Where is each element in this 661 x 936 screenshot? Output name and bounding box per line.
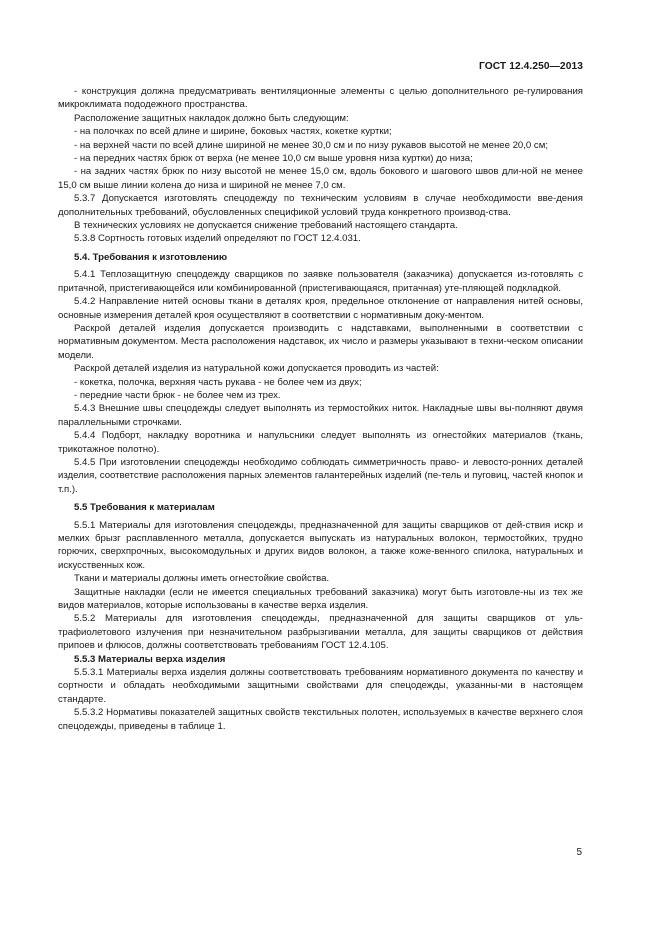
paragraph: Раскрой деталей изделия допускается производить с надставками, выполненными в соответствии с нормативным документом. Места расположения надставок, их число и размеры указывают в техни-ческом описании модели. bbox=[58, 322, 583, 361]
paragraph: 5.4.5 При изготовлении спецодежды необходимо соблюдать симметричность право- и левосто-ронних деталей изделия, соответствие расположения парных элементов галантерейных изделий (пе-тель и пуговиц, частей кнопок и т.п.). bbox=[58, 456, 583, 495]
list-item: - кокетка, полочка, верхняя часть рукава - не более чем из двух; bbox=[74, 376, 362, 388]
paragraph: 5.5.3.1 Материалы верха изделия должны соответствовать требованиям нормативного документа по качеству и сортности и обладать необходимыми защитными свойствами для спецодежды, указанны-ми в настоящем стандарте. bbox=[58, 667, 583, 705]
list-item: - на передних частях брюк от верха (не менее 10,0 см выше уровня низа куртки) до низа; bbox=[74, 153, 473, 165]
list-item: - передние части брюк - не более чем из трех. bbox=[74, 389, 281, 401]
paragraph: 5.4.2 Направление нитей основы ткани в деталях кроя, предельное отклонение от направления нитей основы, основные измерения деталей кроя осуществляют в соответствии с нормативным доку-ментом. bbox=[58, 296, 583, 321]
paragraph: 5.3.7 Допускается изготовлять спецодежду по техническим условиям в случае необходимости вве-дения дополнительных требований, обусловленных спецификой условий труда конкретного производ-ства. bbox=[58, 193, 583, 218]
paragraph: Ткани и материалы должны иметь огнестойкие свойства. bbox=[74, 573, 330, 585]
subsection-heading: 5.5.3 Материалы верха изделия bbox=[74, 653, 226, 665]
paragraph: 5.5.1 Материалы для изготовления спецодежды, предназначенной для защиты сварщиков от дей-ствия искр и мелких брызг расплавленного металла, допускается выпускать из натуральных волокон, термостойких, трудно горючих, сверхпрочных, высокомодульных и других видов волокон, а также коже-венного спилока, натуральных и искусственных кож. bbox=[58, 519, 583, 571]
list-item: - на верхней части по всей длине шириной не менее 30,0 см и по низу рукавов высотой не менее 20,0 см; bbox=[74, 139, 548, 151]
document-body bbox=[58, 85, 583, 733]
paragraph: В технических условиях не допускается снижение требований настоящего стандарта. bbox=[74, 220, 458, 232]
list-item: - на полочках по всей длине и ширине, боковых частях, кокетке куртки; bbox=[74, 126, 392, 138]
paragraph: 5.4.1 Теплозащитную спецодежду сварщиков по заявке пользователя (заказчика) допускается из-готовлять с притачной, пристегивающейся или комбинированной (пристегивающаяся, притачная) уте-пляющей подкладкой. bbox=[58, 269, 583, 294]
paragraph: 5.4.4 Подборт, накладку воротника и напульсники следует выполнять из огнестойких материалов (ткань, трикотажное полотно). bbox=[58, 430, 583, 455]
section-heading: 5.5 Требования к материалам bbox=[74, 502, 215, 514]
paragraph: 5.5.2 Материалы для изготовления спецодежды, предназначенной для защиты сварщиков от уль-трафиолетового излучения при незначительном разбрызгивании металла, для защиты сварщиков от действия припоев и флюсов, должны соответствовать требованиям ГОСТ 12.4.105. bbox=[58, 613, 583, 652]
document-code: ГОСТ 12.4.250—2013 bbox=[478, 61, 583, 72]
paragraph: Раскрой деталей изделия из натуральной кожи допускается проводить из частей: bbox=[74, 363, 439, 375]
paragraph: Защитные накладки (если не имеется специальных требований заказчика) могут быть изготовле-ны из тех же видов материалов, которые использованы в качестве верха изделия. bbox=[58, 586, 583, 612]
paragraph: 5.4.3 Внешние швы спецодежды следует выполнять из термостойких ниток. Накладные швы вы-полняют двумя параллельными строчками. bbox=[58, 403, 583, 428]
paragraph: - конструкция должна предусматривать вентиляционные элементы с целью дополнительного ре-гулирования микроклимата пододежного пространства. bbox=[58, 86, 583, 111]
paragraph: 5.3.8 Сортность готовых изделий определяют по ГОСТ 12.4.031. bbox=[74, 233, 361, 245]
list-item: - на задних частях брюк по низу высотой не менее 15,0 см, вдоль бокового и шагового швов дли-ной не менее 15,0 см выше линии колена до низа и шириной не менее 7,0 см. bbox=[58, 166, 583, 191]
paragraph: Расположение защитных накладок должно быть следующим: bbox=[74, 112, 349, 124]
section-heading: 5.4. Требования к изготовлению bbox=[74, 251, 228, 263]
paragraph: 5.5.3.2 Нормативы показателей защитных свойств текстильных полотен, используемых в качестве верхнего слоя спецодежды, приведены в таблице 1. bbox=[58, 707, 583, 732]
page-number: 5 bbox=[576, 847, 582, 858]
